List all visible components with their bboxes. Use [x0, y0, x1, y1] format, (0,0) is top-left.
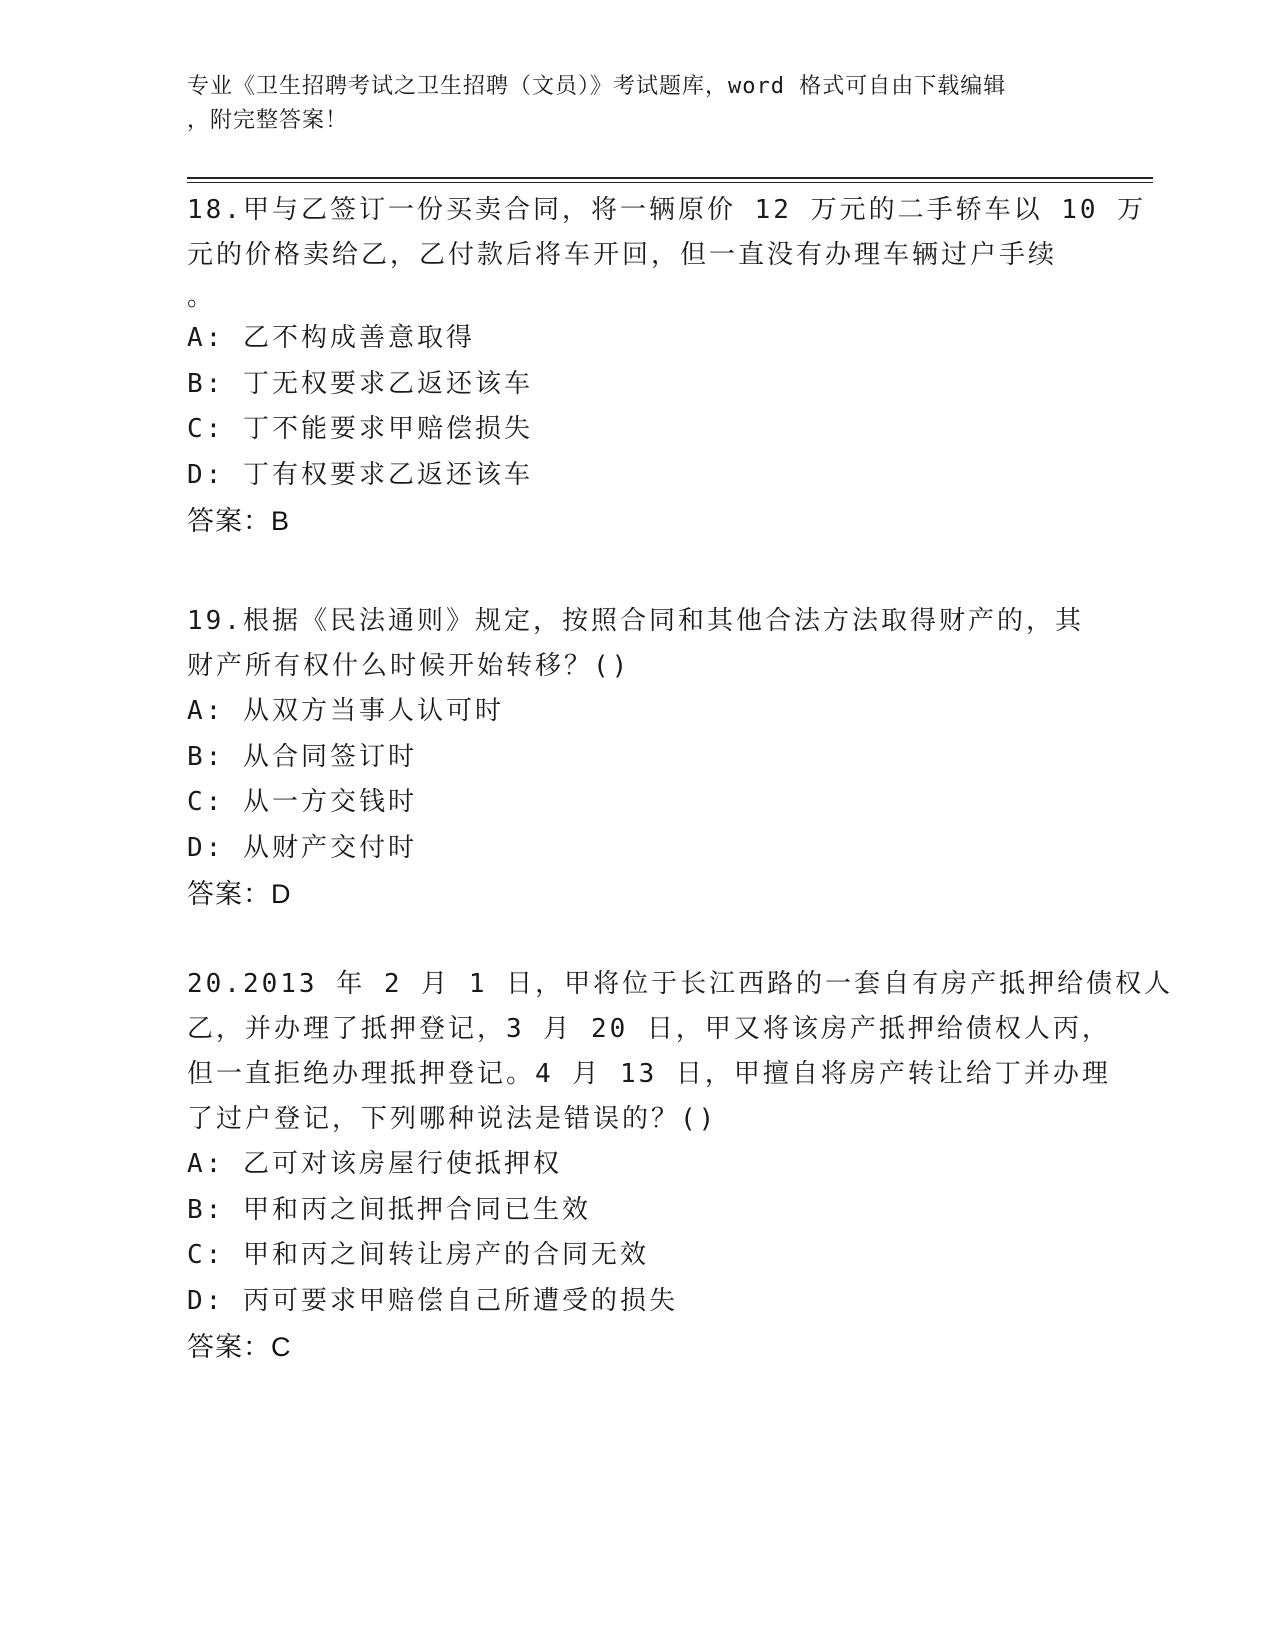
- question-20: [187, 962, 1174, 1370]
- question-text-line: 元的价格卖给乙，乙付款后将车开回，但一直没有办理车辆过户手续: [187, 240, 1058, 270]
- option-b: B: 从合同签订时: [187, 741, 417, 772]
- answer: 答案：C: [187, 1332, 292, 1362]
- question-text-line: 19.根据《民法通则》规定，按照合同和其他合法方法取得财产的，其: [187, 606, 1084, 636]
- question-18: [187, 188, 1147, 544]
- option-a: A: 乙不构成善意取得: [187, 323, 475, 353]
- option-a: A: 从双方当事人认可时: [187, 696, 504, 726]
- answer: 答案：D: [187, 879, 292, 909]
- question-text-line: 。: [187, 282, 217, 312]
- question-text-line: 但一直拒绝办理抵押登记。4 月 13 日，甲擅自将房产转让给丁并办理: [187, 1059, 1111, 1089]
- question-text-line: 了过户登记，下列哪种说法是错误的？(): [187, 1104, 718, 1134]
- option-c: C: 从一方交钱时: [187, 787, 417, 817]
- question-text-line: 财产所有权什么时候开始转移？(): [187, 651, 631, 681]
- option-b: B: 甲和丙之间抵押合同已生效: [187, 1194, 591, 1225]
- header-divider: [187, 177, 1153, 183]
- question-text-line: 18.甲与乙签订一份买卖合同，将一辆原价 12 万元的二手轿车以 10 万: [187, 195, 1147, 225]
- option-d: D: 丁有权要求乙返还该车: [187, 459, 533, 490]
- option-a: A: 乙可对该房屋行使抵押权: [187, 1149, 562, 1179]
- option-c: C: 丁不能要求甲赔偿损失: [187, 414, 533, 444]
- option-d: D: 从财产交付时: [187, 832, 417, 863]
- option-c: C: 甲和丙之间转让房产的合同无效: [187, 1240, 649, 1270]
- answer: 答案：B: [187, 506, 291, 536]
- question-text-line: 乙，并办理了抵押登记，3 月 20 日，甲又将该房产抵押给债权人丙，: [187, 1014, 1111, 1044]
- document-header: [187, 70, 1087, 138]
- header-line-2: ，附完整答案！: [187, 108, 349, 133]
- question-19: [187, 599, 1107, 917]
- header-line-1: 专业《卫生招聘考试之卫生招聘（文员）》考试题库，word 格式可自由下载编辑: [187, 74, 1007, 99]
- option-b: B: 丁无权要求乙返还该车: [187, 368, 533, 399]
- option-d: D: 丙可要求甲赔偿自己所遭受的损失: [187, 1285, 678, 1316]
- question-text-line: 20.2013 年 2 月 1 日，甲将位于长江西路的一套自有房产抵押给债权人: [187, 969, 1174, 999]
